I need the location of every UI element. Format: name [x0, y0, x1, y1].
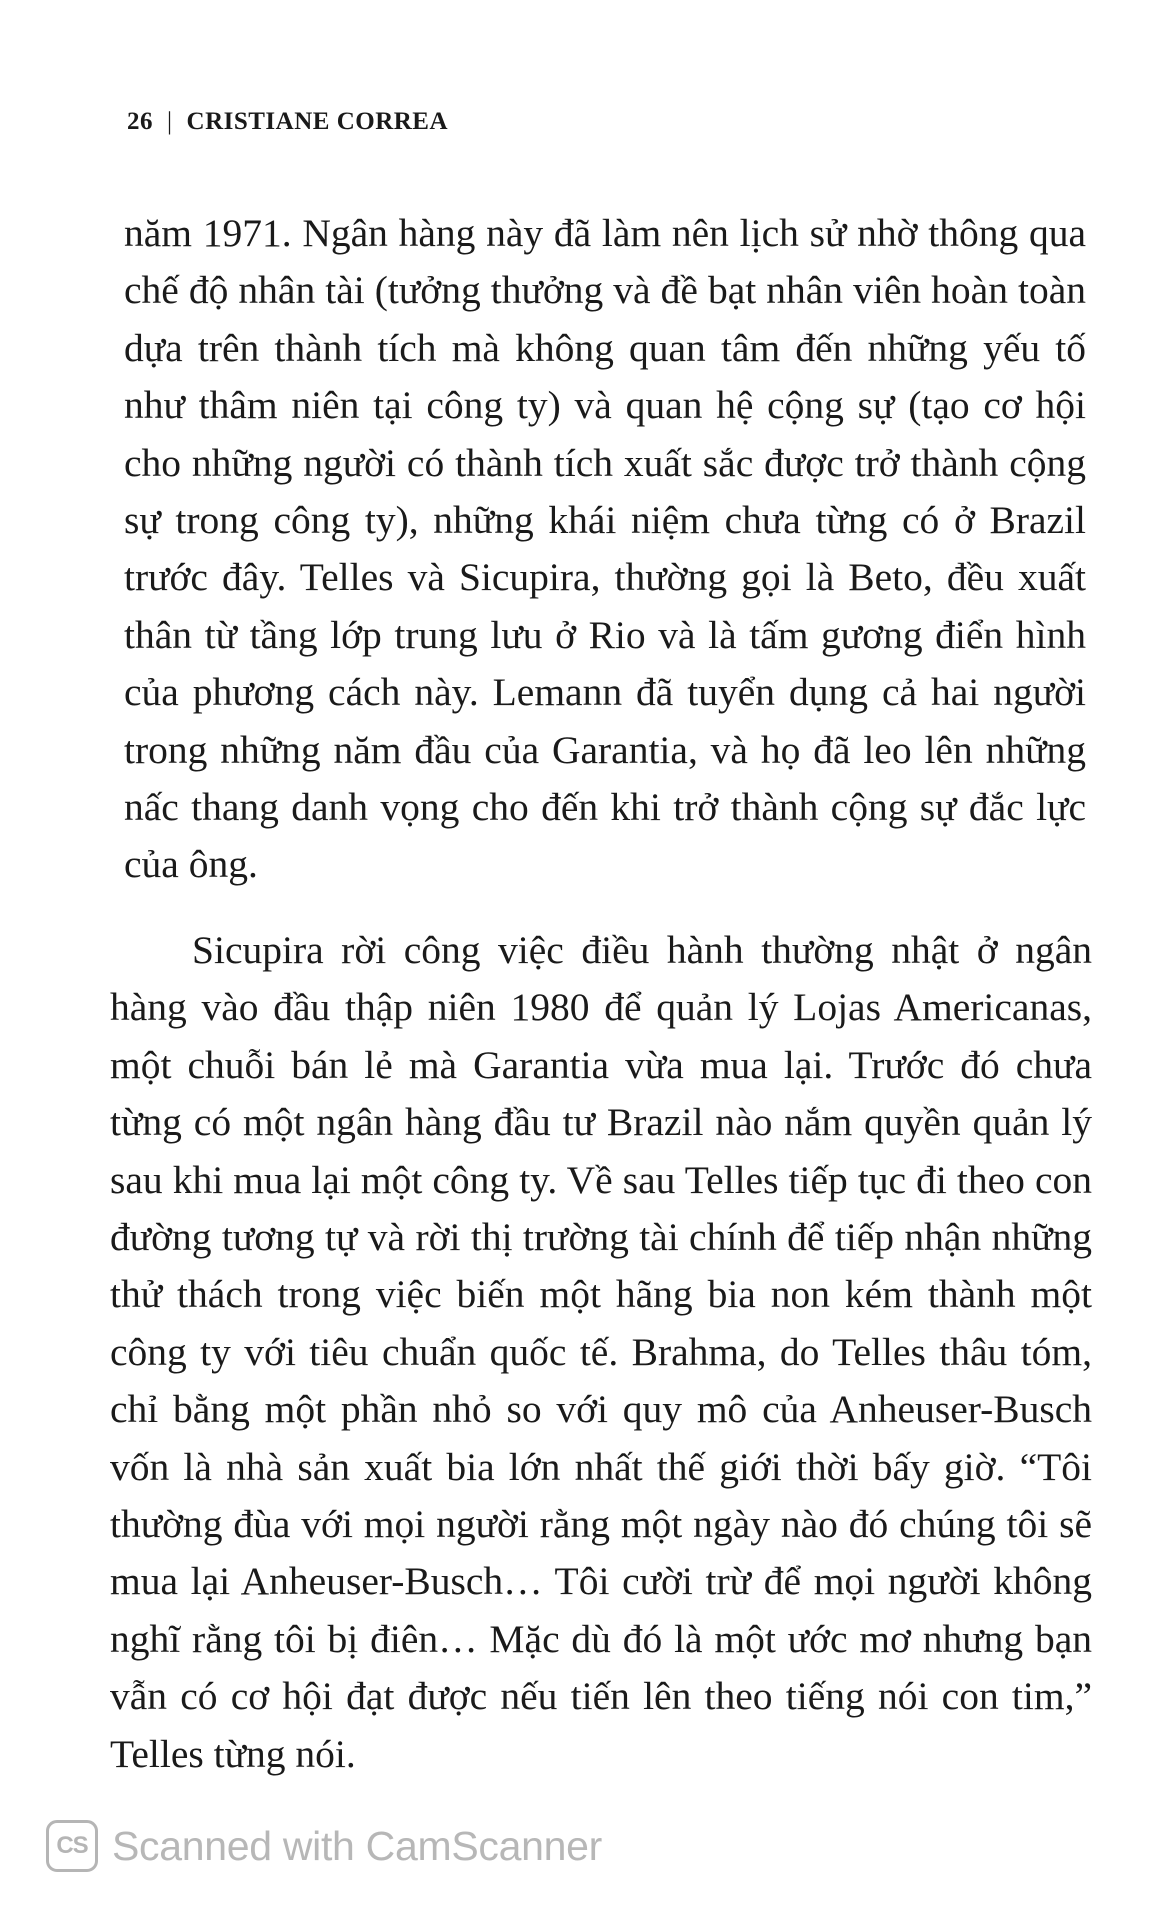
body-text: [0, 205, 1152, 1783]
running-header: [127, 108, 448, 136]
camscanner-logo-icon: CS: [46, 1820, 98, 1872]
paragraph-1: năm 1971. Ngân hàng này đã làm nên lịch sử nhờ thông qua chế độ nhân tài (tưởng thưởng và đề bạt nhân viên hoàn toàn dựa trên thành tích mà không quan tâm đến những yếu tố như thâm niên tại công ty) và quan hệ cộng sự (tạo cơ hội cho những người có thành tích xuất sắc được trở thành cộng sự trong công ty), những khái niệm chưa từng có ở Brazil trước đây. Telles và Sicupira, thường gọi là Beto, đều xuất thân từ tầng lớp trung lưu ở Rio và là tấm gương điển hình của phương cách này. Lemann đã tuyển dụng cả hai người trong những năm đầu của Garantia, và họ đã leo lên những nấc thang danh vọng cho đến khi trở thành cộng sự đắc lực của ông.: [124, 211, 1086, 887]
author-name: CRISTIANE CORREA: [186, 108, 449, 135]
paragraph-2: Sicupira rời công việc điều hành thường nhật ở ngân hàng vào đầu thập niên 1980 để quản lý Lojas Americanas, một chuỗi bán lẻ mà Garantia vừa mua lại. Trước đó chưa từng có một ngân hàng đầu tư Brazil nào nắm quyền quản lý sau khi mua lại một công ty. Về sau Telles tiếp tục đi theo con đường tương tự và rời thị trường tài chính để tiếp nhận những thử thách trong việc biến một hãng bia non kém thành một công ty với tiêu chuẩn quốc tế. Brahma, do Telles thâu tóm, chỉ bằng một phần nhỏ so với quy mô của Anheuser-Busch vốn là nhà sản xuất bia lớn nhất thế giới thời bấy giờ. “Tôi thường đùa với mọi người rằng một ngày nào đó chúng tôi sẽ mua lại Anheuser-Busch… Tôi cười trừ để mọi người không nghĩ rằng tôi bị điên… Mặc dù đó là một ước mơ nhưng bạn vẫn có cơ hội đạt được nếu tiến lên theo tiếng nói con tim,” Telles từng nói.: [110, 927, 1092, 1776]
camscanner-watermark: [46, 1818, 602, 1874]
header-separator: |: [167, 108, 173, 135]
page-number: 26: [127, 108, 153, 135]
watermark-text: Scanned with CamScanner: [112, 1822, 602, 1869]
